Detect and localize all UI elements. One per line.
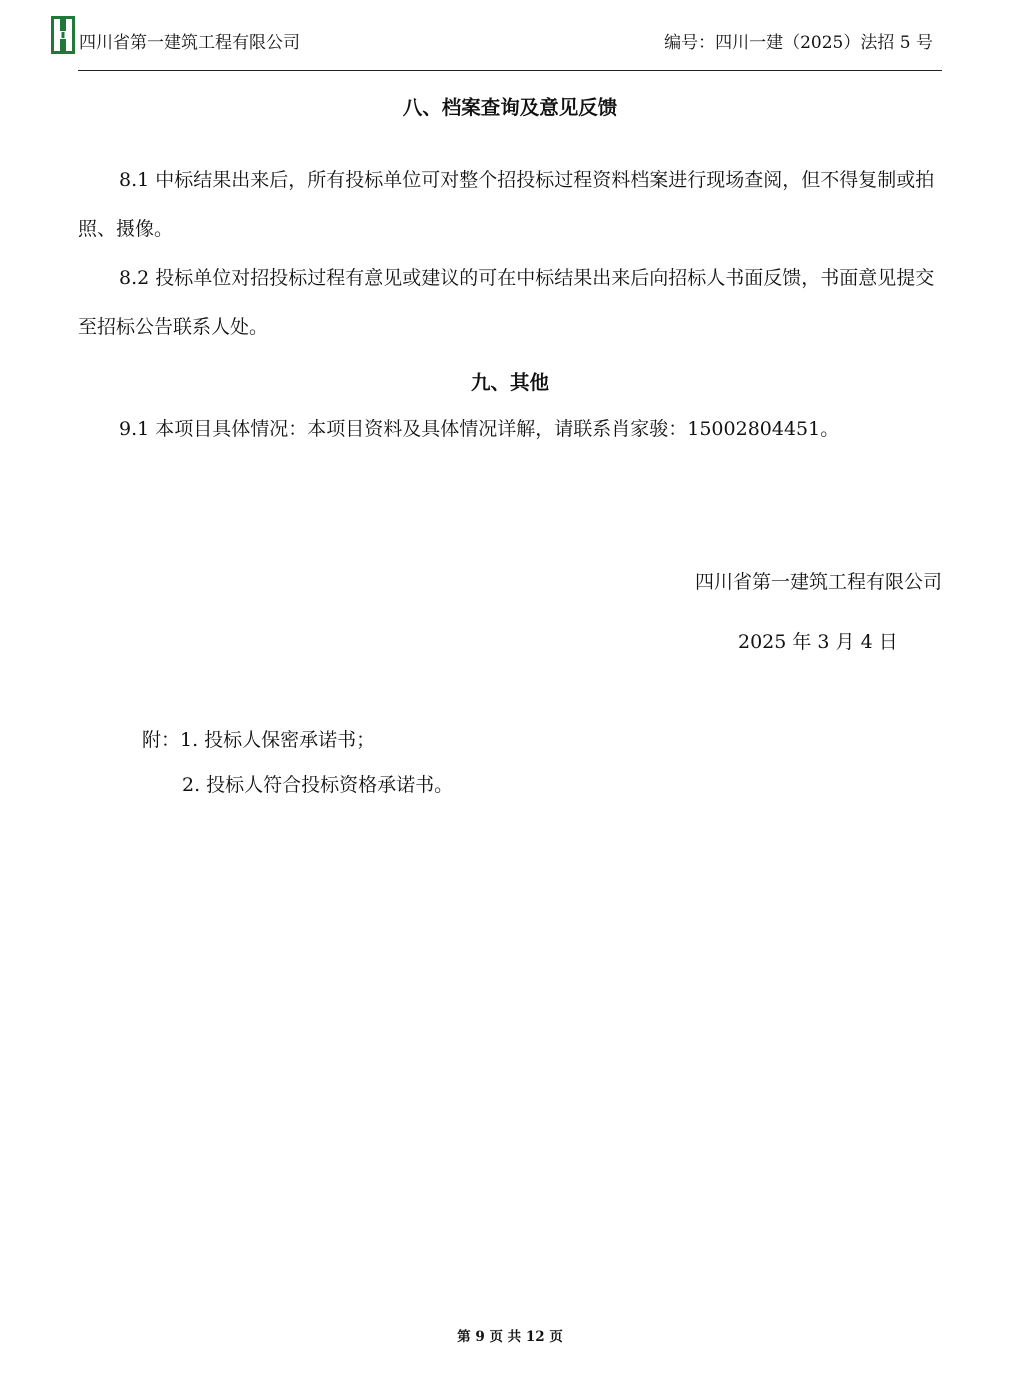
section-8-paragraph-2: 8.2 投标单位对招投标过程有意见或建议的可在中标结果出来后向招标人书面反馈，书面意见提交至招标公告联系人处。 xyxy=(78,267,935,338)
header-company-name: 四川省第一建筑工程有限公司 xyxy=(79,33,300,53)
attachment-line-1: 附：1. 投标人保密承诺书； xyxy=(142,729,376,751)
signature-date: 2025 年 3 月 4 日 xyxy=(738,631,898,653)
header-document-number: 编号：四川一建（2025）法招 5 号 xyxy=(664,33,933,53)
section-9-paragraph-1: 9.1 本项目具体情况：本项目资料及具体情况详解，请联系肖家骏：15002804451。 xyxy=(119,418,840,440)
section-8-paragraph-1: 8.1 中标结果出来后，所有投标单位可对整个招投标过程资料档案进行现场查阅，但不得复制或拍照、摄像。 xyxy=(78,169,935,240)
header-divider xyxy=(78,70,942,71)
section-8-heading: 八、档案查询及意见反馈 xyxy=(402,96,618,119)
company-logo xyxy=(51,16,75,54)
section-9-heading: 九、其他 xyxy=(470,371,549,394)
page-footer: 第 9 页 共 12 页 xyxy=(457,1329,563,1345)
attachment-line-2: 2. 投标人符合投标资格承诺书。 xyxy=(182,774,454,796)
signature-company: 四川省第一建筑工程有限公司 xyxy=(694,571,942,593)
